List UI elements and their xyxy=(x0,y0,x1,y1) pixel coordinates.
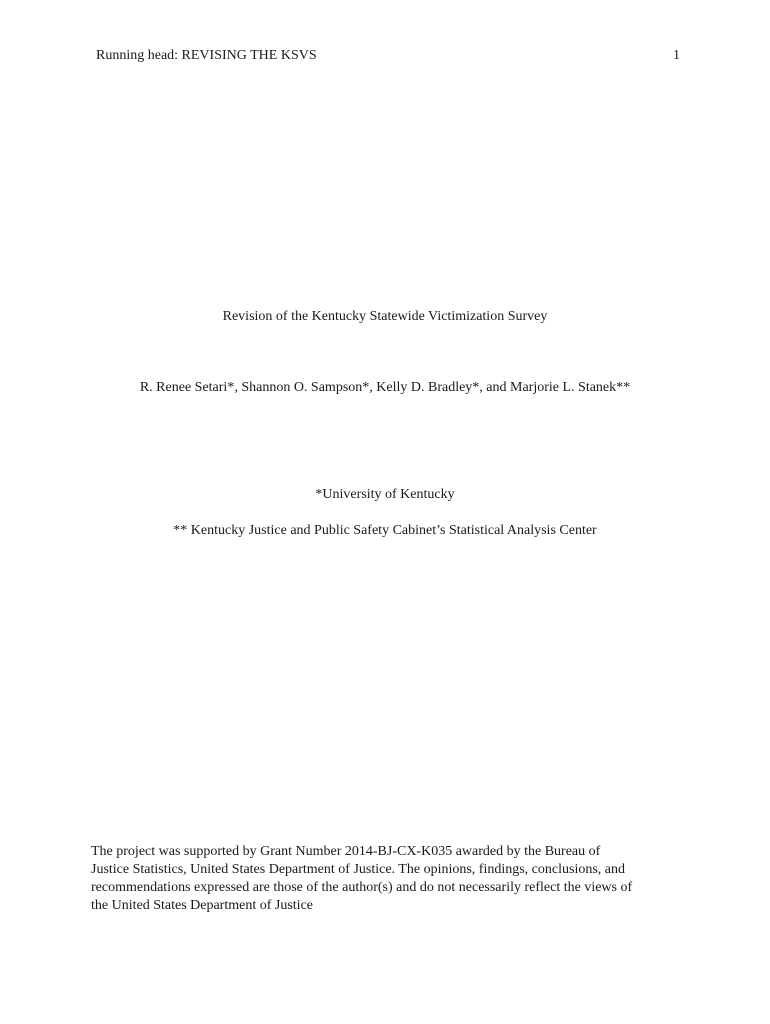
author-list: R. Renee Setari*, Shannon O. Sampson*, Kelly D. Bradley*, and Marjorie L. Stanek** xyxy=(139,380,631,395)
paper-title: Revision of the Kentucky Statewide Victimization Survey xyxy=(222,309,548,324)
affiliation-university: *University of Kentucky xyxy=(315,487,455,502)
funding-line: Justice Statistics, United States Department of Justice. The opinions, findings, conclusions, and xyxy=(91,862,626,877)
affiliation-cabinet: ** Kentucky Justice and Public Safety Cabinet’s Statistical Analysis Center xyxy=(173,523,597,538)
page-number: 1 xyxy=(673,48,680,63)
funding-line: recommendations expressed are those of the author(s) and do not necessarily reflect the views of xyxy=(91,880,633,895)
funding-line: The project was supported by Grant Number 2014-BJ-CX-K035 awarded by the Bureau of xyxy=(91,844,601,859)
funding-line: the United States Department of Justice xyxy=(91,898,313,913)
running-head: Running head: REVISING THE KSVS xyxy=(96,48,317,63)
funding-note xyxy=(91,843,691,915)
